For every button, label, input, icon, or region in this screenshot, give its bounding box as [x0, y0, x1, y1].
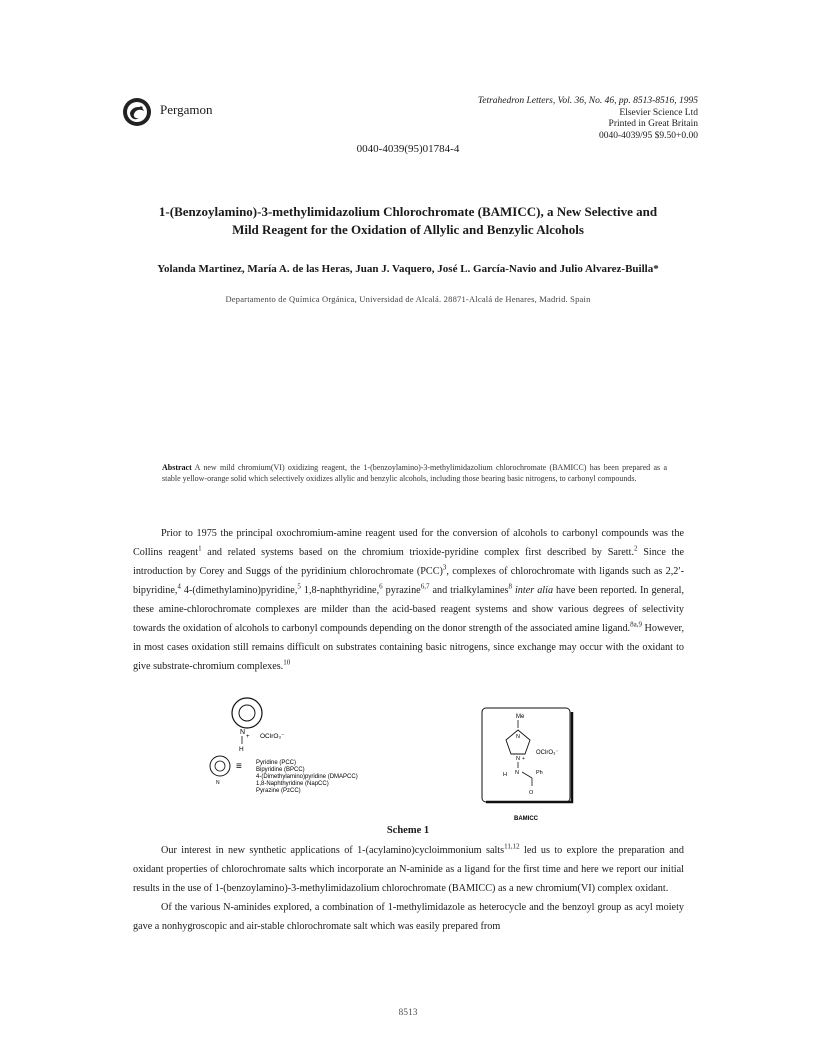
p1-text-g: pyrazine: [382, 585, 421, 596]
ligand-item: Pyridine (PCC): [256, 760, 297, 766]
ref-sup: 2: [634, 544, 638, 553]
n3-label: N: [516, 756, 520, 762]
ref-sup: 10: [283, 658, 291, 667]
me-label: Me: [516, 714, 525, 720]
ref-sup: 6,7: [420, 582, 430, 591]
p1-text-j: have been reported. In general, these amine-chlorochromate complexes are milder than the acid-based reagent systems and show various degrees of selectivity towards the oxidation of alcohols to carbonyl compounds depending on the donor strength of the associated amine ligand.: [133, 585, 684, 634]
p1-italic: inter alia: [514, 585, 554, 596]
paragraph-2: [133, 841, 684, 936]
article-identifier: 0040-4039(95)01784-4: [356, 143, 460, 155]
scheme-caption: Scheme 1: [386, 825, 430, 836]
h-label: H: [239, 746, 244, 753]
p1-text-a: Prior to 1975 the principal oxochromium-amine reagent used for the conversion of alcohols to carbonyl compounds was the Collins reagent: [133, 528, 684, 558]
affiliation: Departamento de Química Orgánica, Universidad de Alcalá. 28871-Alcalá de Henares, Madrid. Spain: [225, 294, 591, 304]
publisher-name: Pergamon: [160, 102, 213, 117]
bamicc-caption: BAMICC: [514, 816, 538, 822]
p1-text-b: and related systems based on the chromium trioxide-pyridine complex first described by Sarett.: [201, 547, 635, 558]
printed-line: Printed in Great Britain: [608, 119, 698, 129]
bamicc-box: [482, 708, 572, 802]
n1-label: N: [516, 734, 520, 740]
ref-sup: 8a,9: [630, 620, 642, 629]
title-line-1: 1-(Benzoylamino)-3-methylimidazolium Chlorochromate (BAMICC), a New Selective and: [158, 204, 658, 219]
anion-label: OClrO₃⁻: [536, 750, 559, 756]
issn-price-line: 0040-4039/95 $9.50+0.00: [598, 130, 698, 141]
ligand-item: Bipyridine (BPCC): [256, 767, 305, 773]
ring-n-label: N: [216, 780, 220, 786]
article-title: [110, 203, 706, 239]
ref-sup: 4: [177, 582, 181, 591]
p1-text-k: However, in most cases oxidation still remains difficult on substrates containing basic nitrogens, since exchange may occur with the oxidant to give substrate-chromium complexes.: [133, 623, 684, 672]
ref-sup: 5: [297, 582, 301, 591]
p1-text-c: Since the introduction by Corey and Suggs of the pyridinium chlorochromate (PCC): [133, 547, 684, 577]
abstract: [162, 462, 667, 484]
n-label: N: [240, 729, 246, 736]
abstract-label: Abstract: [162, 463, 192, 472]
paragraph-3: Of the various N-aminides explored, a combination of 1-methylimidazole as heterocycle and the benzoyl group as acyl moiety gave a nonhygroscopic and air-stable chlorochromate salt which was easily prepared from: [133, 902, 684, 932]
ref-sup: 8: [508, 582, 512, 591]
ph-label: Ph: [536, 770, 543, 776]
p1-text-f: 1,8-naphthyridine,: [300, 585, 380, 596]
pergamon-logo: [122, 97, 152, 127]
page-number: 8513: [398, 1008, 418, 1018]
equiv-sign: ≡: [236, 761, 242, 772]
ref-sup: 1: [198, 544, 202, 553]
p1-text-e: 4-(dimethylamino)pyridine,: [180, 585, 298, 596]
p2-text-a: Our interest in new synthetic applications of 1-(acylamino)cycloimmonium salts: [161, 845, 505, 856]
ref-sup: 11,12: [504, 842, 520, 851]
title-line-2: Mild Reagent for the Oxidation of Allylic and Benzylic Alcohols: [232, 222, 584, 237]
n-amide-label: N: [515, 770, 519, 776]
p2-text-b: led us to explore the preparation and oxidant properties of chlorochromate salts which incorporate an N-aminide as a ligand for the first time and here we report our initial results in the use of 1-(benzoylamino)-3-methylimidazolium chlorochromate (BAMICC) as a new chromium(VI) complex oxidant.: [133, 845, 684, 894]
o-label: O: [529, 790, 534, 796]
scheme-1-figure: [200, 694, 580, 826]
ref-sup: 6: [379, 582, 383, 591]
paragraph-1: [133, 524, 684, 676]
ligand-legend: [210, 756, 358, 794]
ligand-item: 1,8-Naphthyridine (NapCC): [256, 781, 329, 787]
journal-info: [478, 96, 698, 142]
ligand-item: Pyrazine (PzCC): [256, 788, 301, 794]
abstract-text: A new mild chromium(VI) oxidizing reagent, the 1-(benzoylamino)-3-methylimidazolium chlorochromate (BAMICC) has been prepared as a stable yellow-orange solid which selectively oxidizes allylic and benzylic alcohols, including those bearing basic nitrogens, to carbonyl compounds.: [162, 463, 667, 484]
plus-label: +: [246, 734, 250, 740]
anion-label: OClrO₃⁻: [260, 733, 285, 740]
p1-text-d: , complexes of chlorochromate with ligands such as 2,2′-bipyridine,: [133, 566, 684, 596]
pyridinium-structure: [232, 698, 285, 753]
ligand-item: 4-(Dimethylamino)pyridine (DMAPCC): [256, 774, 358, 780]
journal-citation: Tetrahedron Letters, Vol. 36, No. 46, pp. 8513-8516, 1995: [477, 96, 698, 106]
publisher-line: Elsevier Science Ltd: [619, 107, 698, 118]
author-list: Yolanda Martinez, María A. de las Heras, Juan J. Vaquero, José L. García-Navio and Julio Alvarez-Builla*: [157, 263, 659, 275]
ref-sup: 3: [442, 563, 447, 572]
plus-label: +: [522, 756, 525, 762]
h-label: H: [503, 772, 507, 778]
p1-text-h: and trialkylamines: [429, 585, 509, 596]
